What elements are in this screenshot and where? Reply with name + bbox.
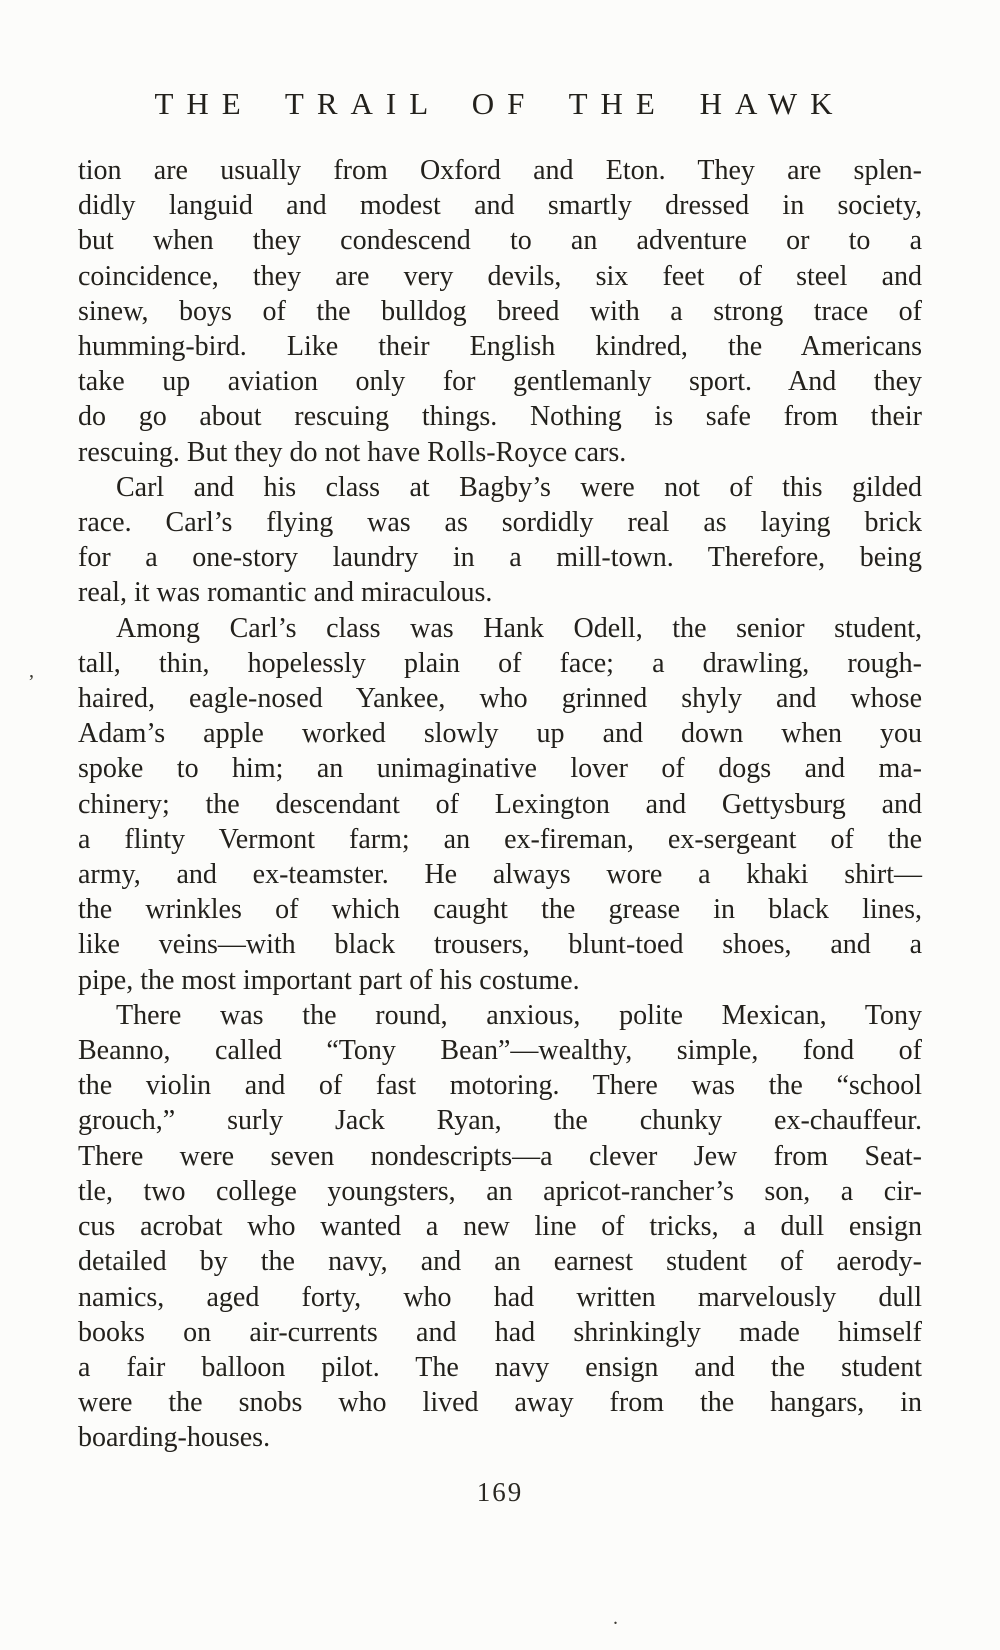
text-line: like veins—with black trousers, blunt-toed shoes, and a [78, 929, 922, 961]
text-line: tle, two college youngsters, an apricot-rancher’s son, a cir- [78, 1175, 922, 1207]
text-line: Among Carl’s class was Hank Odell, the senior student, [116, 612, 922, 644]
text-line: chinery; the descendant of Lexington and Gettysburg and [78, 788, 922, 820]
text-line: books on air-currents and had shrinkingly made himself [78, 1316, 922, 1348]
text-line: rescuing. But they do not have Rolls-Royce cars. [78, 436, 627, 468]
text-line: spoke to him; an unimaginative lover of dogs and ma- [78, 753, 922, 785]
text-line: There were seven nondescripts—a clever Jew from Seat- [78, 1140, 922, 1172]
text-line: army, and ex-teamster. He always wore a khaki shirt— [78, 859, 922, 891]
text-line: do go about rescuing things. Nothing is safe from their [78, 401, 922, 433]
print-speck: . [613, 1607, 618, 1629]
text-line: namics, aged forty, who had written marvelously dull [78, 1281, 922, 1313]
text-line: coincidence, they are very devils, six feet of steel and [78, 260, 922, 292]
text-line: cus acrobat who wanted a new line of tricks, a dull ensign [78, 1211, 922, 1243]
text-line: a fair balloon pilot. The navy ensign and the student [78, 1351, 922, 1383]
text-line: a flinty Vermont farm; an ex-fireman, ex-sergeant of the [78, 823, 922, 855]
text-line: tall, thin, hopelessly plain of face; a drawling, rough- [78, 647, 922, 679]
text-line: tion are usually from Oxford and Eton. They are splen- [78, 155, 922, 186]
print-speck: ’ [28, 671, 35, 693]
text-line: grouch,” surly Jack Ryan, the chunky ex-chauffeur. [78, 1105, 922, 1137]
text-line: the wrinkles of which caught the grease in black lines, [78, 894, 922, 926]
text-line: pipe, the most important part of his costume. [78, 964, 580, 996]
text-line: boarding-houses. [78, 1422, 271, 1454]
text-line: take up aviation only for gentlemanly sport. And they [78, 366, 922, 398]
running-header: THE TRAIL OF THE HAWK [154, 86, 846, 121]
text-line: real, it was romantic and miraculous. [78, 577, 493, 609]
text-line: There was the round, anxious, polite Mexican, Tony [116, 999, 922, 1031]
text-line: Beanno, called “Tony Bean”—wealthy, simple, fond of [78, 1035, 922, 1067]
page-number: 169 [476, 1477, 524, 1507]
text-line: sinew, boys of the bulldog breed with a strong trace of [78, 295, 922, 327]
text-line: were the snobs who lived away from the hangars, in [78, 1387, 922, 1419]
text-line: for a one-story laundry in a mill-town. Therefore, being [78, 542, 922, 574]
text-line: race. Carl’s flying was as sordidly real as laying brick [78, 507, 922, 539]
text-line: but when they condescend to an adventure or to a [78, 225, 922, 257]
text-line: didly languid and modest and smartly dressed in society, [78, 190, 922, 222]
text-line: detailed by the navy, and an earnest student of aerody- [78, 1246, 922, 1278]
text-line: Carl and his class at Bagby’s were not of this gilded [116, 471, 922, 503]
text-line: humming-bird. Like their English kindred, the Americans [78, 331, 922, 363]
text-line: Adam’s apple worked slowly up and down when you [78, 718, 922, 750]
text-line: the violin and of fast motoring. There was the “school [78, 1070, 922, 1102]
text-line: haired, eagle-nosed Yankee, who grinned shyly and whose [78, 683, 922, 715]
page-body [78, 153, 922, 1456]
